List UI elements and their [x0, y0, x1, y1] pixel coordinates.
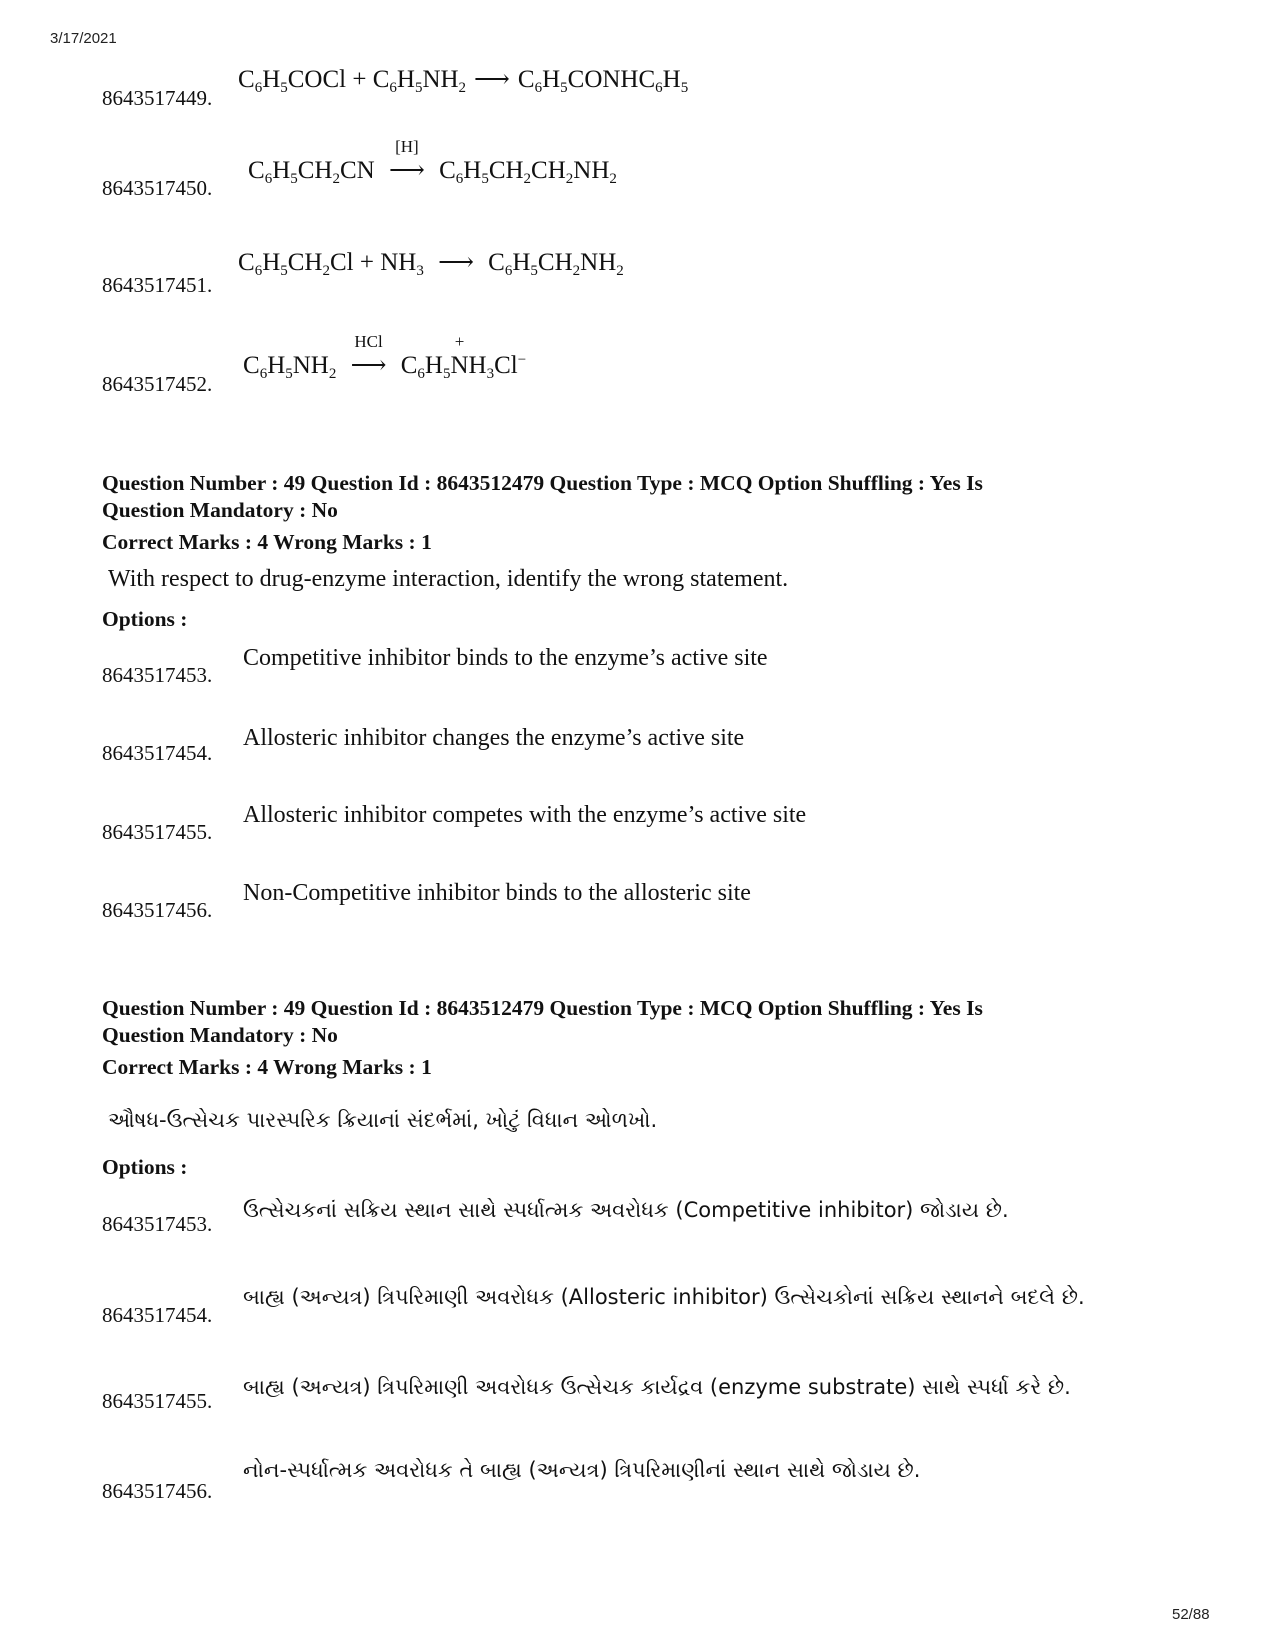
arrow-label: [H]	[395, 137, 419, 156]
question-text: ઔષધ-ઉત્સેચક પારસ્પરિક ક્રિયાનાં સંદર્ભમાં, ખોટું વિધાન ઓળખો.	[108, 1108, 658, 1132]
option-id: 8643517456.	[102, 1479, 213, 1503]
option-text: બાહ્ય (અન્યત્ર) ત્રિપરિમાણી અવરોધક (Allosteric inhibitor) ઉત્સેચકોનાં સક્રિય સ્થાનને બદલે છે.	[243, 1285, 1085, 1309]
arrow-label: HCl	[354, 332, 383, 351]
option-text: Allosteric inhibitor competes with the enzyme’s active site	[243, 802, 807, 828]
reaction-equation: $C_6H_5CH_2Cl + NH_3$ ⟶ $C_6H_5CH_2NH_2$	[238, 249, 624, 279]
reaction-arrow: ⟶	[431, 249, 481, 276]
option-id: 8643517454.	[102, 741, 213, 765]
option-text: બાહ્ય (અન્યત્ર) ત્રિપરિમાણી અવરોધક ઉત્સેચક કાર્યદ્રવ (enzyme substrate) સાથે સ્પર્ધા કરે છે.	[243, 1375, 1071, 1399]
option-id: 8643517452.	[102, 372, 213, 396]
option-id: 8643517455.	[102, 820, 213, 844]
option-id: 8643517449.	[102, 86, 213, 110]
question-header-line: Question Number : 49 Question Id : 8643512479 Question Type : MCQ Option Shuffling : Yes Is	[102, 996, 983, 1020]
question-header	[102, 995, 1182, 1049]
option-text: ઉત્સેચકનાં સક્રિય સ્થાન સાથે સ્પર્ધાત્મક અવરોધક (Competitive inhibitor) જોડાય છે.	[243, 1198, 1009, 1222]
option-id: 8643517450.	[102, 176, 213, 200]
option-id: 8643517453.	[102, 1212, 213, 1236]
reaction-arrow: [H] ⟶	[382, 137, 432, 184]
option-text: Allosteric inhibitor changes the enzyme’s active site	[243, 725, 745, 751]
option-id: 8643517453.	[102, 663, 213, 687]
reaction-equation: $C_6H_5COCl + C_6H_5NH_2$ ⟶ $C_6H_5CONHC_6H_5$	[238, 66, 689, 96]
reaction-arrow: ⟶	[474, 66, 510, 93]
question-header	[102, 470, 1182, 524]
question-text: With respect to drug-enzyme interaction, identify the wrong statement.	[108, 566, 789, 592]
option-id: 8643517454.	[102, 1303, 213, 1327]
option-text: Competitive inhibitor binds to the enzyme’s active site	[243, 645, 768, 671]
option-text: Non-Competitive inhibitor binds to the allosteric site	[243, 880, 751, 906]
print-date: 3/17/2021	[50, 30, 117, 47]
question-marks: Correct Marks : 4 Wrong Marks : 1	[102, 530, 432, 554]
question-header-line: Question Mandatory : No	[102, 1023, 338, 1047]
option-id: 8643517456.	[102, 898, 213, 922]
option-id: 8643517451.	[102, 273, 213, 297]
reaction-equation: $C_6H_5CH_2CN$ [H] ⟶ $C_6H_5CH_2CH_2NH_2$	[248, 137, 617, 187]
option-text: નોન-સ્પર્ધાત્મક અવરોધક તે બાહ્ય (અન્યત્ર) ત્રિપરિમાણીનાં સ્થાન સાથે જોડાય છે.	[243, 1458, 921, 1482]
question-header-line: Question Mandatory : No	[102, 498, 338, 522]
options-label: Options :	[102, 1155, 188, 1179]
reaction-equation: $C_6H_5NH_2$ HCl ⟶ $C_6H_5$ + $NH_3Cl^-$	[243, 332, 527, 382]
reaction-arrow: HCl ⟶	[344, 332, 393, 379]
question-header-line: Question Number : 49 Question Id : 8643512479 Question Type : MCQ Option Shuffling : Yes Is	[102, 471, 983, 495]
page-number: 52/88	[1172, 1606, 1210, 1623]
options-label: Options :	[102, 607, 188, 631]
option-id: 8643517455.	[102, 1389, 213, 1413]
question-marks: Correct Marks : 4 Wrong Marks : 1	[102, 1055, 432, 1079]
